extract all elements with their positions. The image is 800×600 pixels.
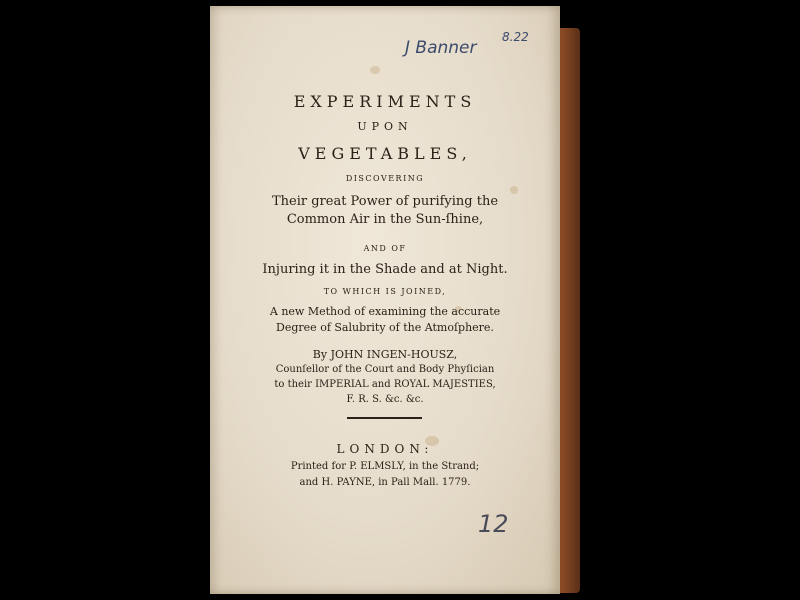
author-role-3: F. R. S. &c. &c.	[346, 394, 424, 405]
author-role-1: Counſellor of the Court and Body Phyſician	[275, 364, 495, 375]
title-page	[210, 6, 560, 594]
handwritten-corner-number: 8.22	[502, 30, 529, 44]
title-line-1: EXPERIMENTS	[293, 92, 477, 111]
author-role-2: to their IMPERIAL and ROYAL MAJESTIES,	[274, 379, 496, 390]
handwritten-bottom-number: 12	[478, 510, 509, 538]
foxing-stain	[510, 186, 518, 194]
subtitle-line-3: Injuring it in the Shade and at Night.	[262, 262, 508, 277]
method-line-2: Degree of Salubrity of the Atmoſphere.	[276, 321, 494, 334]
handwritten-signature: J Banner	[405, 38, 477, 58]
foxing-stain	[370, 66, 380, 74]
method-line-1: A new Method of examining the accurate	[269, 305, 501, 318]
imprint-line-2: and H. PAYNE, in Pall Mall. 1779.	[299, 477, 471, 488]
to-which-label: TO WHICH IS JOINED,	[323, 287, 447, 296]
and-of-label: AND OF	[363, 244, 407, 253]
author-line: By JOHN INGEN-HOUSZ,	[312, 348, 458, 361]
discovering-label: DISCOVERING	[345, 174, 425, 183]
title-line-2: UPON	[357, 120, 413, 133]
place-line: LONDON:	[336, 442, 434, 456]
book	[210, 0, 588, 600]
divider-rule	[347, 417, 422, 419]
subtitle-line-1: Their great Power of purifying the	[271, 194, 499, 209]
imprint-line-1: Printed for P. ELMSLY, in the Strand;	[290, 461, 480, 472]
title-line-3: VEGETABLES,	[298, 144, 472, 163]
subtitle-line-2: Common Air in the Sun-ſhine,	[286, 212, 484, 227]
